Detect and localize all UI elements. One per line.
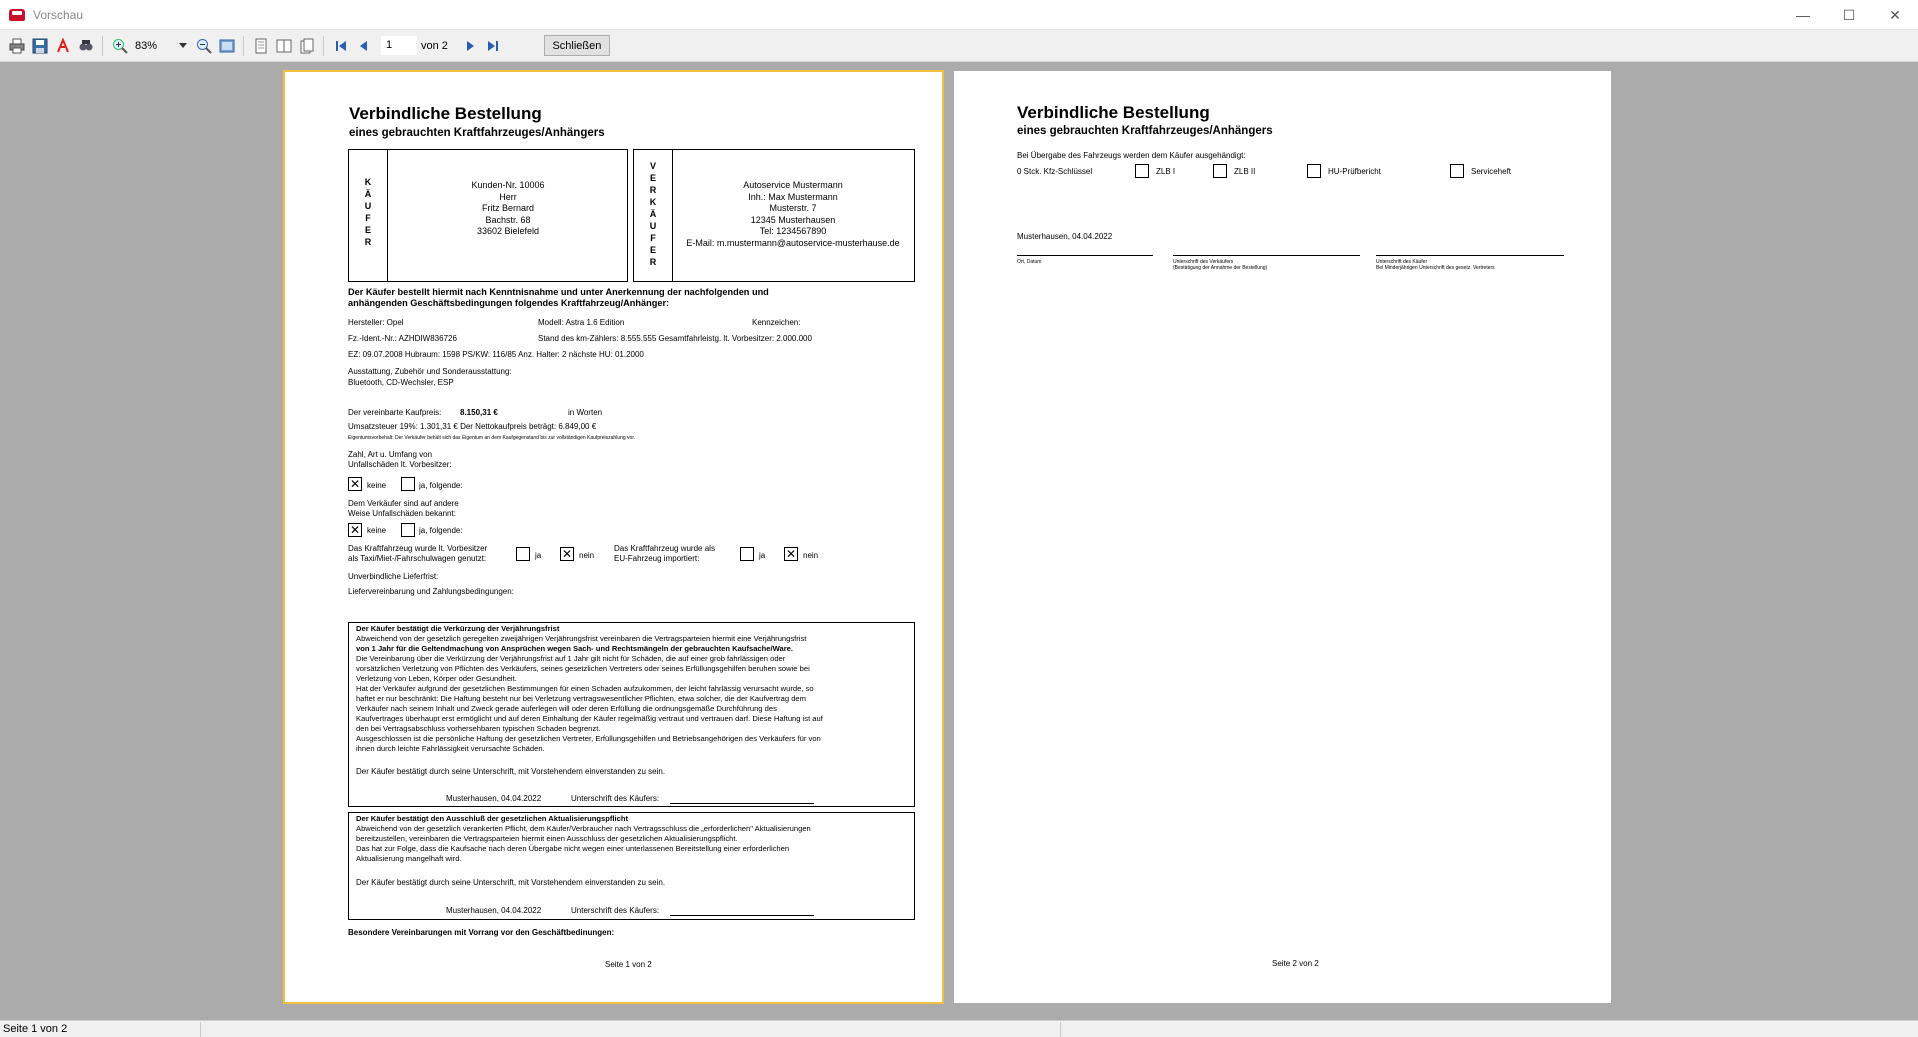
sig-label-verkaeufer-note: (Bestätigung der Annahme der Bestellung) [1173,265,1268,271]
print-icon[interactable] [6,35,28,57]
verjaehrung-confirm: Der Käufer bestätigt durch seine Unterschrift, mit Vorstehendem einverstanden zu sein. [356,767,666,776]
zoom-select[interactable] [135,40,187,52]
unfall-ja-checkbox[interactable] [401,477,415,491]
modell: Modell: Astra 1.6 Edition [538,318,625,327]
sig-label-verkaeufer: Unterschrift des Verkäufers [1173,259,1234,265]
chevron-down-icon [179,43,187,48]
multi-page-icon[interactable] [296,35,318,57]
two-pages-icon[interactable] [273,35,295,57]
previous-page-icon[interactable] [353,35,375,57]
intro-line-1: Der Käufer bestellt hiermit nach Kenntnisnahme und unter Anerkennung der nachfolgenden und [348,287,769,297]
ausstattung-label: Ausstattung, Zubehör und Sonderausstattung: [348,367,512,376]
intro-line-2: anhängenden Geschäftsbedingungen folgendes Kraftfahrzeug/Anhänger: [348,298,670,308]
status-text: Seite 1 von 2 [3,1023,68,1035]
next-page-icon[interactable] [459,35,481,57]
fit-page-icon[interactable] [216,35,238,57]
andere-keine-label: keine [367,526,387,535]
km-stand: Stand des km-Zählers: 8.555.555 Gesamtfahrleistg. lt. Vorbesitzer: 2.000.000 [538,334,812,343]
taxi-nein-checkbox[interactable]: ✕ [561,547,573,561]
zoom-value: 83% [135,39,158,52]
verjaehrung-ort-datum: Musterhausen, 04.04.2022 [446,794,542,803]
first-page-icon[interactable] [330,35,352,57]
zb2-checkbox[interactable] [1213,164,1227,178]
taxi-label-1: Das Kraftfahrzeug wurde lt. Vorbesitzer [348,544,488,553]
toolbar [0,30,1918,62]
page-number-input[interactable]: 1 [381,36,417,55]
eigentumsvorbehalt: Eigentumsvorbehalt: Der Verkäufer behält sich das Eigentum an dem Kaufgegenstand bis zur vollständigen Kaufpreiszahlung vor. [348,435,636,441]
kennzeichen: Kennzeichen: [752,318,801,327]
eu-ja-checkbox[interactable] [740,547,754,561]
besondere-vereinbarungen: Besondere Vereinbarungen mit Vorrang vor den Geschäftbedinungen: [348,928,615,937]
sig-label-kaeufer-note: Bei Minderjährigen Unterschrift des gesetz. Vertreters [1376,265,1495,271]
sig-label-kaeufer: Unterschrift des Käufer [1376,259,1428,265]
sig-line-ort[interactable] [1017,255,1153,256]
taxi-label-2: als Taxi/Miet-/Fahrschulwagen genutzt: [348,554,487,563]
unfall-keine-label: keine [367,481,387,490]
liefervereinbarung: Liefervereinbarung und Zahlungsbedingungen: [348,587,514,596]
save-icon[interactable] [29,35,51,57]
umsatzsteuer: Umsatzsteuer 19%: 1.301,31 € Der Nettokaufpreis beträgt: 6.849,00 € [348,422,597,431]
taxi-nein-label: nein [579,551,595,560]
app-car-icon [9,9,25,21]
eu-label-1: Das Kraftfahrzeug wurde als [614,544,715,553]
kaeufer-address: Kunden-Nr. 10006 Herr Fritz Bernard Bachstr. 68 33602 Bielefeld [471,180,545,236]
title-bar [0,0,1918,30]
aktualisierung-confirm: Der Käufer bestätigt durch seine Unterschrift, mit Vorstehendem einverstanden zu sein. [356,878,666,887]
close-preview-button[interactable]: Schließen [544,35,610,56]
sig-line-kaeufer[interactable] [1376,255,1564,256]
kfz-schluessel: 0 Stck. Kfz-Schlüssel [1017,167,1093,176]
eu-nein-label: nein [803,551,819,560]
single-page-icon[interactable] [250,35,272,57]
aktualisierung-ort-datum: Musterhausen, 04.04.2022 [446,906,542,915]
lieferfrist: Unverbindliche Lieferfrist: [348,572,439,581]
andere-keine-checkbox[interactable]: ✕ [349,523,361,537]
zoom-out-icon[interactable] [193,35,215,57]
aktualisierung-signature-line[interactable] [670,915,814,916]
page2-subtitle: eines gebrauchten Kraftfahrzeuges/Anhängers [1017,125,1273,137]
kaufpreis-label: Der vereinbarte Kaufpreis: [348,408,442,417]
page1-footer: Seite 1 von 2 [605,960,652,969]
page2-ort-datum: Musterhausen, 04.04.2022 [1017,232,1113,241]
kaufpreis: 8.150,31 € [460,408,498,417]
andere-label-2: Weise Unfallschäden bekannt: [348,509,456,518]
hu-label: HU-Prüfbericht [1328,167,1381,176]
eu-ja-label: ja [759,551,766,560]
andere-ja-label: ja, folgende: [419,526,463,535]
verjaehrung-unterschrift: Unterschrift des Käufers: [571,794,660,803]
in-worten: in Worten [568,408,603,417]
page1-subtitle: eines gebrauchten Kraftfahrzeuges/Anhängers [349,127,605,139]
ausstattung: Bluetooth, CD-Wechsler, ESP [348,378,454,387]
verkaeufer-vertical-label: V E R K Ä U F E R [649,161,657,267]
hersteller: Hersteller: Opel [348,318,404,327]
preview-page-1[interactable] [283,70,944,1004]
serviceheft-checkbox[interactable] [1450,164,1464,178]
uebergabe-label: Bei Übergabe des Fahrzeugs werden dem Käufer ausgehändigt: [1017,151,1246,160]
andere-label-1: Dem Verkäufer sind auf andere [348,499,459,508]
verjaehrung-signature-line[interactable] [670,803,814,804]
verkaeufer-address: Autoservice Mustermann Inh.: Max Mustermann Musterstr. 7 12345 Musterhausen Tel: 1234567890 E-Mail: m.mustermann@autoservice-musterhause.de [686,180,900,248]
last-page-icon[interactable] [482,35,504,57]
sig-line-verkaeufer[interactable] [1173,255,1360,256]
erstzulassung: EZ: 09.07.2008 Hubraum: 1598 PS/KW: 116/85 Anz. Halter: 2 nächste HU: 01.2000 [348,350,644,359]
zoom-in-icon[interactable] [109,35,131,57]
serviceheft-label: Serviceheft [1471,167,1512,176]
hu-checkbox[interactable] [1307,164,1321,178]
taxi-ja-label: ja [535,551,542,560]
close-window-button[interactable]: ✕ [1889,6,1901,23]
eu-label-2: EU-Fahrzeug importiert: [614,554,700,563]
unfall-label-2: Unfallschäden lt. Vorbesitzer: [348,460,452,469]
fz-ident: Fz.-Ident.-Nr.: AZHDIW836726 [348,334,457,343]
page-total-label: von 2 [421,39,448,52]
aktualisierung-text: Der Käufer bestätigt den Ausschluß der gesetzlichen Aktualisierungspflicht Abweichend von der gesetzlich verankerten Pflicht, dem Käufer/Verbraucher nach Vertragsschluss die „erforderlichen" Aktualisierungen bereitzustellen, vereinbaren die Vertragsparteien hiermit einen Ausschluss der gesetzlichen Aktualisierungspflicht. Das hat zur Folge, dass die Kaufsache nach deren Übergabe nicht wegen einer unterlassenen Bereitstellung einer erforderlichen Aktualisierung mangelhaft wird. [356,814,811,863]
find-icon[interactable] [75,35,97,57]
taxi-ja-checkbox[interactable] [516,547,530,561]
andere-ja-checkbox[interactable] [401,523,415,537]
maximize-button[interactable]: ☐ [1842,6,1856,23]
aktualisierung-unterschrift: Unterschrift des Käufers: [571,906,660,915]
zb1-checkbox[interactable] [1135,164,1149,178]
page2-footer: Seite 2 von 2 [1272,959,1319,968]
window-title: Vorschau [33,7,84,22]
page2-title: Verbindliche Bestellung [1017,103,1210,122]
unfall-keine-checkbox[interactable]: ✕ [349,477,361,491]
page1-title: Verbindliche Bestellung [349,104,542,123]
unfall-label-1: Zahl, Art u. Umfang von [348,450,433,459]
unfall-ja-label: ja, folgende: [419,481,463,490]
zb2-label: ZLB II [1234,167,1256,176]
status-bar [0,1020,1918,1037]
pdf-export-icon[interactable] [52,35,74,57]
zb1-label: ZLB I [1156,167,1176,176]
preview-page-2[interactable] [954,71,1611,1003]
kaeufer-vertical-label: K Ä U F E R [364,177,372,247]
sig-label-ort: Ort, Datum [1017,259,1042,265]
eu-nein-checkbox[interactable]: ✕ [785,547,797,561]
verjaehrung-text: Der Käufer bestätigt die Verkürzung der Verjährungsfrist Abweichend von der gesetzlich geregelten zweijährigen Verjährungsfrist vereinbaren die Vertragsparteien hiermit eine Verjährungsfrist von 1 Jahr für die Geltendmachung von Ansprüchen wegen Sach- und Rechtsmängeln der gebrauchten Kaufsache/Ware. Die Vereinbarung über die Verkürzung der Verjährungsfrist auf 1 Jahr gilt nicht für Schäden, die auf einer grob fahrlässigen oder vorsätzlichen Verletzung von Pflichten des Verkäufers, seines gesetzlichen Vertreters oder seines Erfüllungsgehilfen beruhen sowie bei Verletzung von Leben, Körper oder Gesundheit. Hat der Verkäufer aufgrund der gesetzlichen Bestimmungen für einen Schaden aufzukommen, der leicht fahrlässig verursacht wurde, so haftet er nur beschränkt: Die Haftung besteht nur bei Verletzung vertragswesentlicher Pflichten, etwa solcher, die der Kaufvertrag dem Verkäufer nach seinem Inhalt und Zweck gerade auferlegen will oder deren Erfüllung die ordnungsgemäße Durchführung des Kaufvertrages überhaupt erst ermöglicht und auf deren Einhaltung der Käufer regelmäßig vertraut und vertrauen darf. Diese Haftung ist auf den bei Vertragsabschluss vorhersehbaren typischen Schaden begrenzt. Ausgeschlossen ist die persönliche Haftung der gesetzlichen Vertreter, Erfüllungsgehilfen und Betriebsangehörigen des Verkäufers für von ihnen durch leichte Fahrlässigkeit verursachte Schäden. [356,624,823,753]
minimize-button[interactable]: — [1796,7,1810,23]
